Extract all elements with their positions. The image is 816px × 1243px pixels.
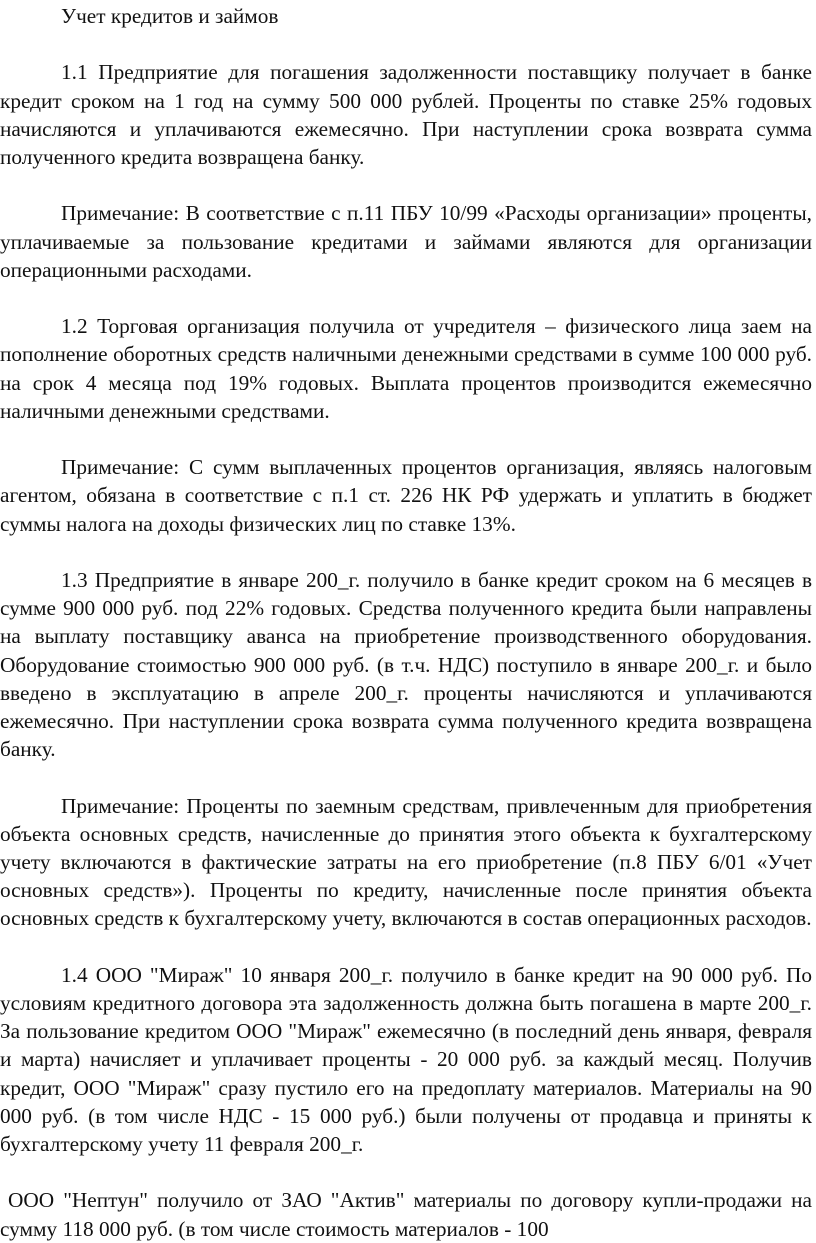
paragraph-task-1-1: 1.1 Предприятие для погашения задолженности поставщику получает в банке кредит сроком на 1 год на сумму 500 000 рублей. Проценты по ставке 25% годовых начисляются и уплачиваются ежемесячно. При наступлении срока возврата сумма полученного кредита возвращена банку. <box>0 60 812 169</box>
paragraph-task-1-4: 1.4 ООО "Мираж" 10 января 200_г. получило в банке кредит на 90 000 руб. По условиям кредитного договора эта задолженность должна быть погашена в марте 200_г. За пользование кредитом ООО "Мираж" ежемесячно (в последний день января, февраля и марта) начисляет и уплачивает проценты - 20 000 руб. за каждый месяц. Получив кредит, ООО "Мираж" сразу пустило его на предоплату материалов. Материалы на 90 000 руб. (в том числе НДС - 15 000 руб.) были получены от продавца и приняты к бухгалтерскому учету 11 февраля 200_г. <box>0 962 812 1157</box>
document-title: Учет кредитов и займов <box>61 4 279 28</box>
paragraph-task-1-3: 1.3 Предприятие в январе 200_г. получило в банке кредит сроком на 6 месяцев в сумме 900 000 руб. под 22% годовых. Средства полученного кредита были направлены на выплату поставщику аванса на приобретение производственного оборудования. Оборудование стоимостью 900 000 руб. (в т.ч. НДС) поступило в январе 200_г. и было введено в эксплуатацию в апреле 200_г. проценты начисляются и уплачиваются ежемесячно. При наступлении срока возврата сумма полученного кредита возвращена банку. <box>0 567 812 762</box>
paragraph-task-neptun: ООО "Нептун" получило от ЗАО "Актив" материалы по договору купли-продажи на сумму 118 000 руб. (в том числе стоимость материалов - 100 <box>0 1188 812 1241</box>
paragraph-note-1-2: Примечание: С сумм выплаченных процентов организация, являясь налоговым агентом, обязана в соответствие с п.1 ст. 226 НК РФ удержать и уплатить в бюджет суммы налога на доходы физических лиц по ставке 13%. <box>0 455 812 536</box>
paragraph-note-1-1: Примечание: В соответствие с п.11 ПБУ 10/99 «Расходы организации» проценты, уплачиваемые за пользование кредитами и займами являются для организации операционными расходами. <box>0 201 812 282</box>
paragraph-task-1-2: 1.2 Торговая организация получила от учредителя – физического лица заем на пополнение оборотных средств наличными денежными средствами в сумме 100 000 руб. на срок 4 месяца под 19% годовых. Выплата процентов производится ежемесячно наличными денежными средствами. <box>0 314 812 423</box>
paragraph-note-1-3: Примечание: Проценты по заемным средствам, привлеченным для приобретения объекта основных средств, начисленные до принятия этого объекта к бухгалтерскому учету включаются в фактические затраты на его приобретение (п.8 ПБУ 6/01 «Учет основных средств»). Проценты по кредиту, начисленные после принятия объекта основных средств к бухгалтерскому учету, включаются в состав операционных расходов. <box>0 793 812 931</box>
